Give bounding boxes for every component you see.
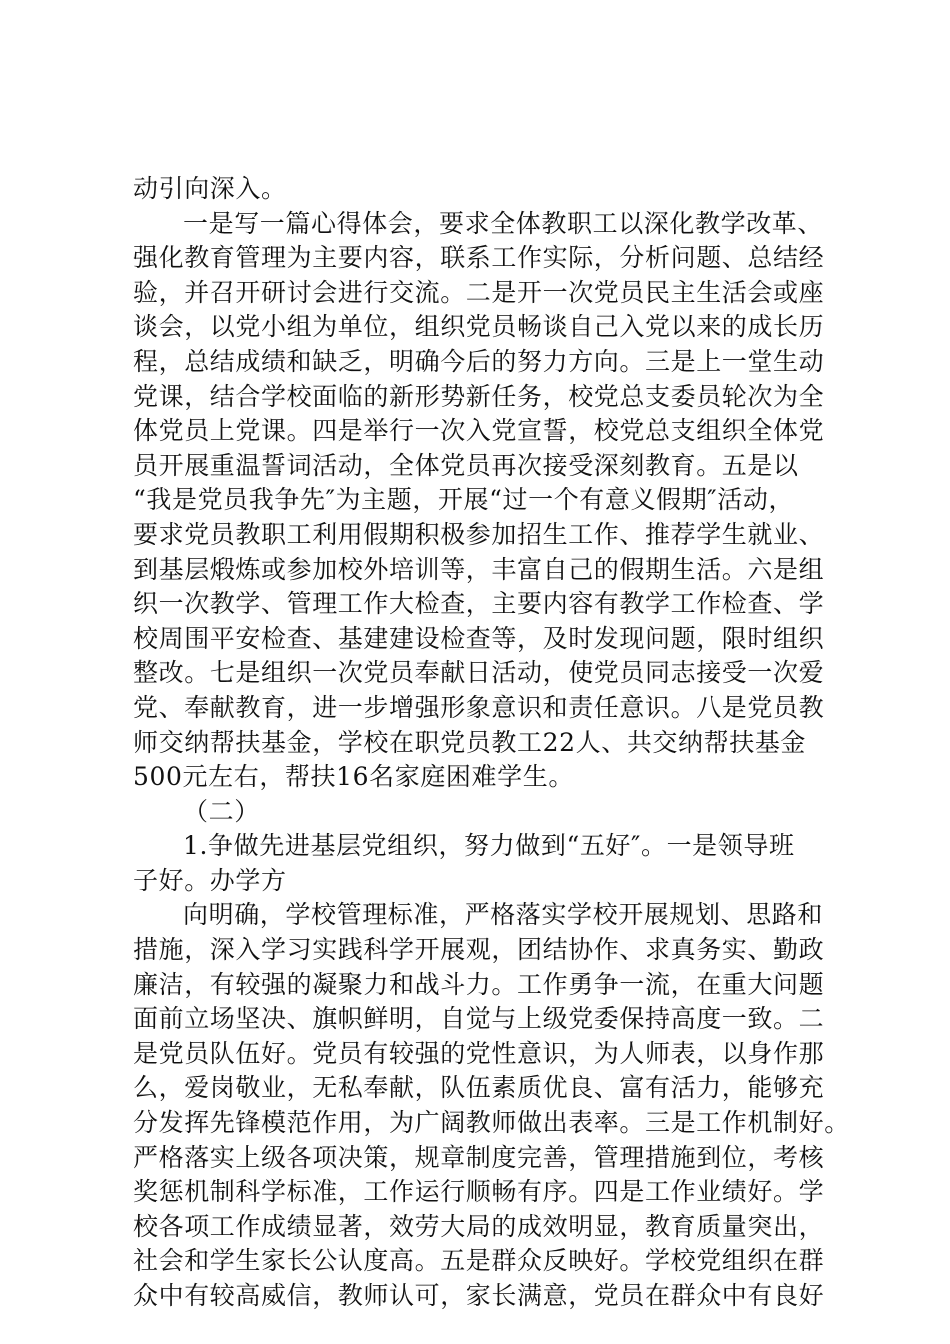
text-line: 奖惩机制科学标准，工作运行顺畅有序。四是工作业绩好。学 bbox=[133, 1177, 825, 1207]
text-line: 验，并召开研讨会进行交流。二是开一次党员民主生活会或座 bbox=[133, 277, 825, 307]
text-line: 体党员上党课。四是举行一次入党宣誓，校党总支组织全体党 bbox=[133, 416, 825, 446]
text-line: 要求党员教职工利用假期积极参加招生工作、推荐学生就业、 bbox=[133, 519, 825, 549]
text-line: “我是党员我争先″为主题，开展“过一个有意义假期″活动， bbox=[133, 485, 795, 515]
text-line: 校周围平安检查、基建建设检查等，及时发现问题，限时组织 bbox=[133, 623, 825, 653]
text-line: 措施，深入学习实践科学开展观，团结协作、求真务实、勤政 bbox=[133, 935, 825, 965]
text-line: 子好。办学方 bbox=[133, 865, 287, 895]
text-line: 强化教育管理为主要内容，联系工作实际，分析问题、总结经 bbox=[133, 243, 825, 273]
text-line: 党、奉献教育，进一步增强形象意识和责任意识。八是党员教 bbox=[133, 692, 825, 722]
section-heading: （二） bbox=[183, 796, 260, 826]
paragraph-start-line: 向明确，学校管理标准，严格落实学校开展规划、思路和 bbox=[183, 900, 824, 930]
paragraph-start-line: 一是写一篇心得体会，要求全体教职工以深化教学改革、 bbox=[183, 208, 824, 238]
text-line: 社会和学生家长公认度高。五是群众反映好。学校党组织在群 bbox=[133, 1246, 825, 1276]
text-line: 师交纳帮扶基金，学校在职党员教工22人、共交纳帮扶基金 bbox=[133, 727, 807, 757]
document-body bbox=[133, 172, 850, 1314]
text-line: 整改。七是组织一次党员奉献日活动，使党员同志接受一次爱 bbox=[133, 658, 825, 688]
text-line: 校各项工作成绩显著，效劳大局的成效明显，教育质量突出， bbox=[133, 1211, 825, 1241]
text-line: 廉洁，有较强的凝聚力和战斗力。工作勇争一流，在重大问题 bbox=[133, 969, 825, 999]
text-line: 谈会，以党小组为单位，组织党员畅谈自己入党以来的成长历 bbox=[133, 312, 825, 342]
text-line: 到基层煅炼或参加校外培训等，丰富自己的假期生活。六是组 bbox=[133, 554, 825, 584]
text-line: 程，总结成绩和缺乏，明确今后的努力方向。三是上一堂生动 bbox=[133, 346, 825, 376]
text-line: 党课，结合学校面临的新形势新任务，校党总支委员轮次为全 bbox=[133, 381, 825, 411]
text-line: 动引向深入。 bbox=[133, 174, 287, 203]
text-line: 500元左右，帮扶16名家庭困难学生。 bbox=[133, 762, 574, 792]
text-line: 是党员队伍好。党员有较强的党性意识，为人师表，以身作那 bbox=[133, 1038, 825, 1068]
text-line: 面前立场坚决、旗帜鲜明，自觉与上级党委保持高度一致。二 bbox=[133, 1004, 825, 1034]
text-line: 分发挥先锋模范作用，为广阔教师做出表率。三是工作机制好。 bbox=[133, 1108, 850, 1138]
paragraph-start-line: 1.争做先进基层党组织，努力做到“五好″。一是领导班 bbox=[183, 831, 795, 861]
text-line: 众中有较高威信，教师认可，家长满意，党员在群众中有良好 bbox=[133, 1281, 825, 1310]
text-line: 织一次教学、管理工作大检查，主要内容有教学工作检查、学 bbox=[133, 589, 825, 619]
text-line: 么，爱岗敬业，无私奉献，队伍素质优良、富有活力，能够充 bbox=[133, 1073, 825, 1103]
text-line: 员开展重温誓词活动，全体党员再次接受深刻教育。五是以 bbox=[133, 450, 799, 480]
text-line: 严格落实上级各项决策，规章制度完善，管理措施到位，考核 bbox=[133, 1142, 825, 1172]
